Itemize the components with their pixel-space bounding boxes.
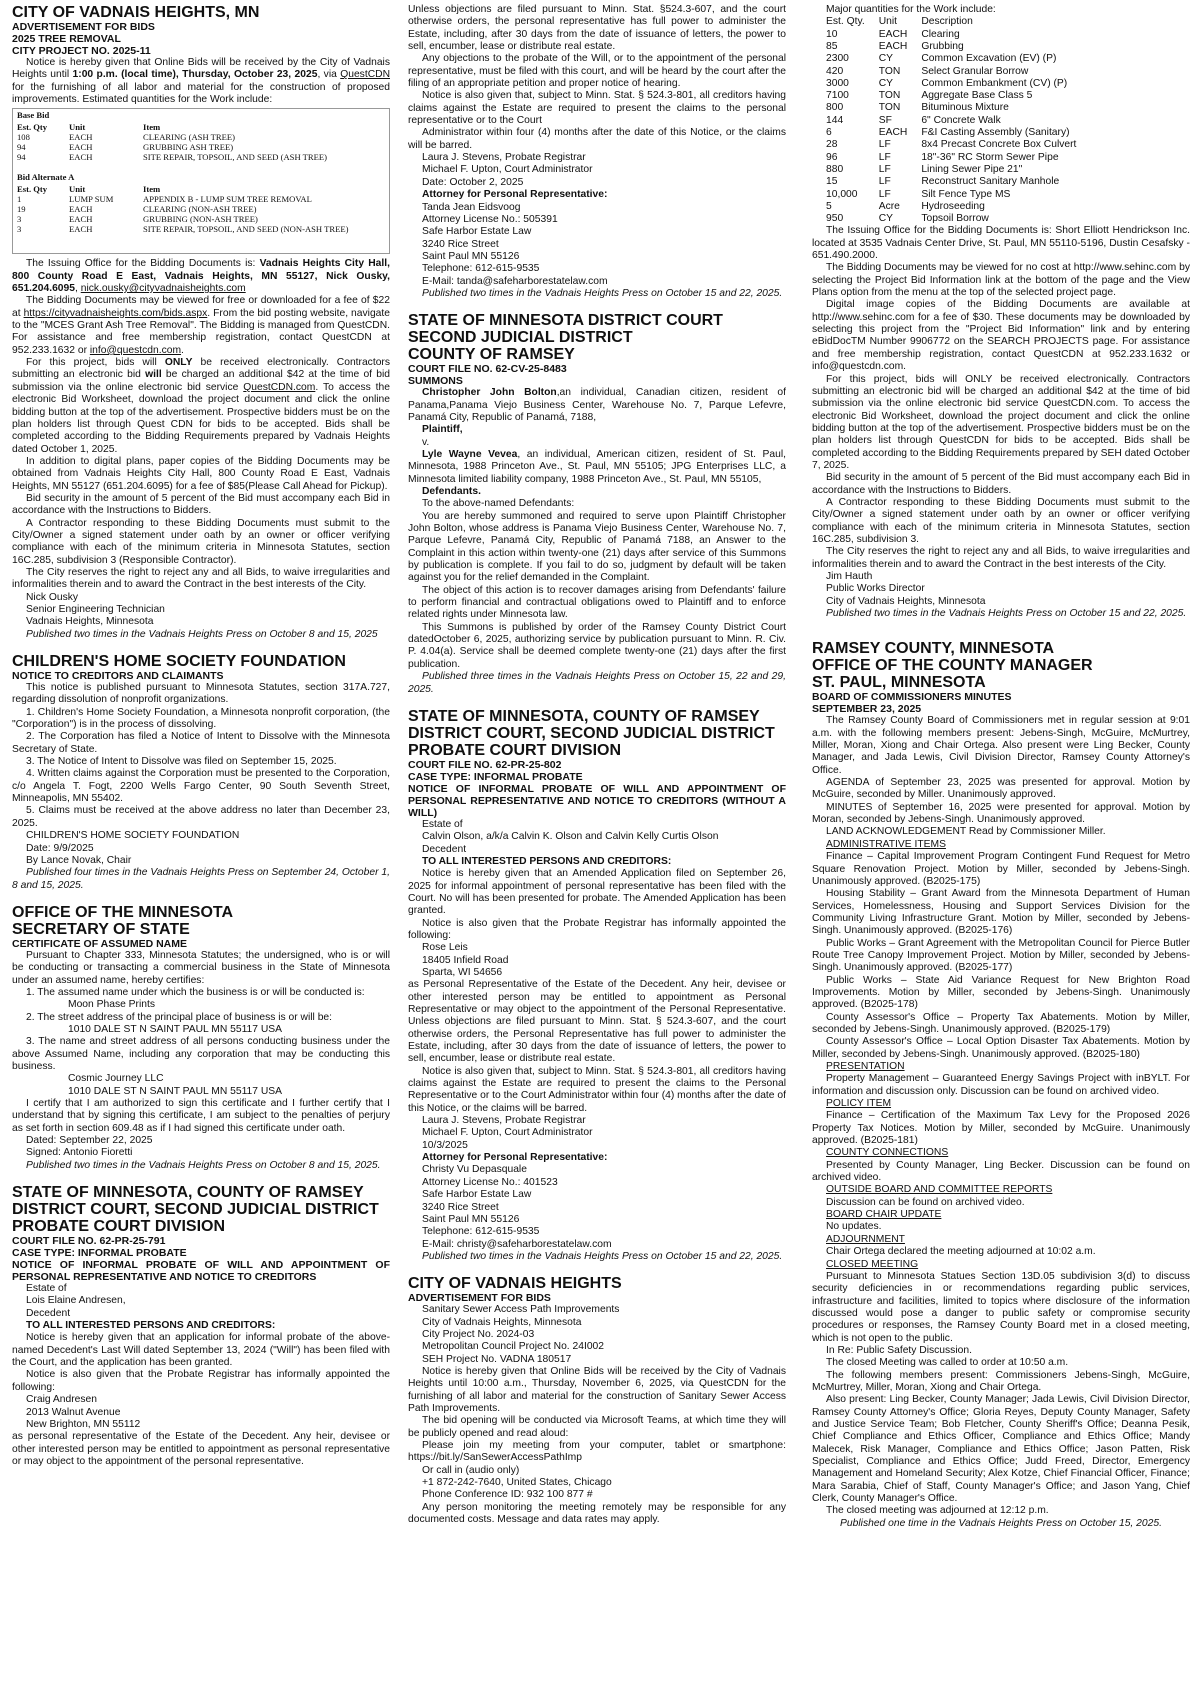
attorney-line: Tanda Jean Eidsvoog xyxy=(422,201,521,213)
notice-subtitle: CASE TYPE: INFORMAL PROBATE xyxy=(12,1247,187,1260)
address-line: 18405 Infield Road xyxy=(422,954,509,966)
notice-paragraph: Digital image copies of the Bidding Documents are available at http://www.sehinc.com for a fee of $30. These documents may be downloaded by selecting this project from the "Project Bid Information" link and by entering eBidDocTM Number 9906772 on the SEARCH PROJECTS page. For assistance and free membership registration, contact QuestCDN at 952.233.1632 or info@questcdn.com. xyxy=(812,299,1190,373)
signature-line: Vadnais Heights, Minnesota xyxy=(26,616,154,628)
notice-paragraph: Also present: Ling Becker, County Manager; Jada Lewis, Civil Division Director, Ramsey County Attorney's Office; Gloria Reyes, Deputy County Manager, Safety and Justice Service Team; Bob Fletcher, County Sheriff's Office; Deanna Pesik, Chief Compliance and Ethics Officer, Compliance and Ethics Office; Mandy Malecek, Risk Manager, Compliance and Ethics Office; Jason Patten, Risk Specialist, Compliance and Ethics Office; Judd Freed, Director, Emergency Management and Homeland Security; Alex Kotze, Chief Financial Officer, Finance; Mara Sarabia, Chief of Staff, County Manager's Office; and Jason Yang, Chief Clerk, County Manager's Office. xyxy=(812,1394,1190,1505)
base-bid-title: Base Bid xyxy=(17,110,50,121)
notice-paragraph: In addition to digital plans, paper copies of the Bidding Documents may be obtained from Vadnais Heights City Hall, 800 County Road E East, Vadnais Heights, MN 55127 (651.204.6095) for a fee of $85(Please Call Ahead for Pickup). xyxy=(12,455,390,492)
quantities-intro: Major quantities for the Work include: xyxy=(826,4,996,15)
notice-paragraph: Property Management – Guaranteed Energy Savings Project with inBYLT. For information and discussion only. Discussion can be found on archived video. xyxy=(812,1073,1190,1097)
table-row: 950 CY Topsoil Borrow xyxy=(826,213,989,225)
notice-title: COUNTY OF RAMSEY xyxy=(408,346,575,364)
notice-paragraph: Any person monitoring the meeting remotely may be responsible for any documented costs. Message and data rates may apply. xyxy=(408,1501,786,1526)
notice-paragraph: Public Works – Grant Agreement with the Metropolitan Council for Pierce Butler Route Tree Canopy Improvement Project. Motion by Miller, seconded by Jebens-Singh. Unanimously approved. (B2025-177) xyxy=(812,937,1190,974)
notice-paragraph: Administrator within four (4) months after the date of this Notice, or the claims will be barred. xyxy=(408,127,786,151)
table-row: 94 EACH GRUBBING ASH TREE) xyxy=(17,142,234,153)
notice-subtitle: CASE TYPE: INFORMAL PROBATE xyxy=(408,770,583,783)
table-row: 94 EACH SITE REPAIR, TOPSOIL, AND SEED (ASH TREE) xyxy=(17,152,327,163)
notice-heading: NOTICE OF INFORMAL PROBATE OF WILL AND APPOINTMENT OF PERSONAL REPRESENTATIVE AND NOTICE TO CREDITORS (WITHOUT A WILL) xyxy=(408,782,786,819)
notice-title: SECOND JUDICIAL DISTRICT xyxy=(408,329,633,347)
notice-paragraph: 2. The Corporation has filed a Notice of Intent to Dissolve with the Minnesota Secretary of State. xyxy=(12,731,390,755)
attorney-line: Attorney License No.: 401523 xyxy=(422,1176,558,1188)
table-row: 19 EACH CLEARING (NON-ASH TREE) xyxy=(17,204,257,215)
notice-vadnais-sewer-path xyxy=(408,1275,786,1526)
notice-paragraph: This Summons is published by order of the Ramsey County District Court datedOctober 6, 2025, authorizing service by publication pursuant to Minn. R. Civ. P. 4.04(a). Service shall be deemed complete twenty-one (21) days after the first publication. xyxy=(408,621,786,670)
notice-title: STATE OF MINNESOTA, COUNTY OF RAMSEY xyxy=(408,707,760,725)
notice-paragraph: 3. The name and street address of all persons conducting business under the above Assumed Name, including any corporation that may be conducting this business. xyxy=(12,1036,390,1072)
address-line: 2013 Walnut Avenue xyxy=(26,1406,121,1418)
header-unit: Unit xyxy=(69,122,86,133)
notice-paragraph: Notice is hereby given that Online Bids will be received by the City of Vadnais Heights until 1:00 p.m. (local time), Thursday, October 23, 2025, via QuestCDN for the furnishing of all labor and material for the construction of proposed improvements. Estimated quantities for the Work include: xyxy=(12,57,390,106)
estate-line: Decedent xyxy=(26,1307,71,1319)
signature-line: Nick Ousky xyxy=(26,591,79,603)
attorney-email: E-Mail: tanda@safeharborestatelaw.com xyxy=(422,275,608,287)
notice-paragraph: The City reserves the right to reject any and all Bids, to waive irregularities and informalities therein and to award the Contract in the best interests of the City. xyxy=(12,566,390,591)
section-heading: OUTSIDE BOARD AND COMMITTEE REPORTS xyxy=(826,1184,1053,1196)
table-row: 1 LUMP SUM APPENDIX B - LUMP SUM TREE REMOVAL xyxy=(17,194,312,205)
attorney-line: Safe Harbor Estate Law xyxy=(422,1189,532,1201)
notice-paragraph: Bid security in the amount of 5 percent of the Bid must accompany each Bid in accordance with the Instructions to Bidders. xyxy=(12,492,390,517)
section-heading: BOARD CHAIR UPDATE xyxy=(826,1209,942,1221)
notice-title: OFFICE OF THE COUNTY MANAGER xyxy=(812,657,1093,675)
bids-website-link[interactable]: https://cityvadnaisheights.com/bids.aspx xyxy=(23,307,208,319)
notice-title: RAMSEY COUNTY, MINNESOTA xyxy=(812,640,1055,658)
address-line: Sparta, WI 54656 xyxy=(422,966,503,978)
signature-line: CHILDREN'S HOME SOCIETY FOUNDATION xyxy=(26,830,240,842)
address-value: 1010 DALE ST N SAINT PAUL MN 55117 USA xyxy=(68,1023,283,1035)
notice-paragraph: A Contractor responding to these Bidding Documents must submit to the City/Owner a signed statement under oath by an owner or officer verifying compliance with each of the minimum criteria in Minnesota Statutes, section 16C.285, subdivision 3. xyxy=(812,496,1190,545)
table-row: 5 Acre Hydroseeding xyxy=(826,200,985,212)
notice-paragraph: 3. The Notice of Intent to Dissolve was filed on September 15, 2025. xyxy=(26,756,337,768)
notice-paragraph: The Bidding Documents may be viewed for free or downloaded for a fee of $22 at https://cityvadnaisheights.com/bids.aspx. From the bid posting website, navigate to the "MCES Grant Ash Tree Removal". The Bidding is managed from QuestCDN. For assistance and free membership registration, contact QuestCDN at 952.233.1632 or info@questcdn.com. xyxy=(12,295,390,356)
notice-heading: TO ALL INTERESTED PERSONS AND CREDITORS: xyxy=(422,855,672,867)
notice-paragraph: Finance – Capital Improvement Program Contingent Fund Request for Metro Square Renovation Project. Motion by Miller, seconded by Jebens-Singh. Unanimously approved. (B2025-175) xyxy=(812,851,1190,887)
attorney-heading: Attorney for Personal Representative: xyxy=(422,1152,608,1164)
signature-line: City of Vadnais Heights, Minnesota xyxy=(826,595,986,607)
notice-probate-olson xyxy=(408,708,786,1263)
project-line: City of Vadnais Heights, Minnesota xyxy=(422,1316,582,1328)
notice-title: PROBATE COURT DIVISION xyxy=(12,1218,226,1236)
notice-vadnais-tree-removal xyxy=(12,4,390,641)
notice-paragraph: Christopher John Bolton,an individual, Canadian citizen, resident of Panama,Panama Viejo Business Center, Warehouse No. 7, Parque Lefevre, Panamá City, Republic of Panamá, 7188, xyxy=(408,387,786,423)
address-line: New Brighton, MN 55112 xyxy=(26,1418,141,1430)
bid-alternate-table xyxy=(13,184,389,234)
table-row: 420 TON Select Granular Borrow xyxy=(826,65,1029,77)
notice-paragraph: Chair Ortega declared the meeting adjourned at 10:02 a.m. xyxy=(826,1246,1096,1258)
notice-heading: NOTICE OF INFORMAL PROBATE OF WILL AND APPOINTMENT OF PERSONAL REPRESENTATIVE AND NOTICE TO CREDITORS xyxy=(12,1259,390,1284)
publication-note: Published one time in the Vadnais Heights Press on October 15, 2025. xyxy=(840,1517,1162,1529)
notice-paragraph: The Issuing Office for the Bidding Documents is: Vadnais Heights City Hall, 800 County Road E East, Vadnais Heights, MN 55127, Nick Ousky, 651.204.6095, nick.ousky@cityvadnaisheights.com xyxy=(12,258,390,295)
header-est-qty: Est. Qty xyxy=(17,122,48,133)
notice-paragraph: LAND ACKNOWLEDGEMENT Read by Commissioner Miller. xyxy=(826,826,1106,838)
attorney-email: E-Mail: christy@safeharborestatelaw.com xyxy=(422,1238,612,1250)
notice-subtitle: NOTICE TO CREDITORS AND CLAIMANTS xyxy=(12,670,224,683)
signature-line: By Lance Novak, Chair xyxy=(26,854,132,866)
table-header-row xyxy=(13,184,389,194)
versus-label: v. xyxy=(422,436,430,448)
notice-paragraph: You are hereby summoned and required to serve upon Plaintiff Christopher John Bolton, whose address is Panama Viejo Business Center, Warehouse No. 7, Parque Lefevre, Panamá City, Republic of Panamá 7188, an Answer to the Complaint in this action within twenty-one (21) days after service of this Summons by publication is complete. If you fail to do so, judgment by default will be taken against you for the relief demanded in the Complaint. xyxy=(408,510,786,584)
questcdn-site-link[interactable]: QuestCDN.com xyxy=(243,381,316,393)
notice-paragraph: The closed meeting was adjourned at 12:12 p.m. xyxy=(826,1505,1049,1517)
header-item: Item xyxy=(143,122,161,133)
notice-paragraph: County Assessor's Office – Local Option Disaster Tax Abatements. Motion by Miller, seconded by Jebens-Singh. Unanimously approved. (B2025-180) xyxy=(812,1036,1190,1060)
attorney-line: Telephone: 612-615-9535 xyxy=(422,263,540,275)
notice-paragraph: Finance – Certification of the Maximum Tax Levy for the Proposed 2026 Property Tax Notices. Motion by Miller, seconded by McGuire. Unanimously approved. (B2025-181) xyxy=(812,1110,1190,1147)
notice-paragraph: The object of this action is to recover damages arising from Defendants' failure to perform financial and contractual obligations owed to Plaintiff and to enforce related rights under Minnesota law. xyxy=(408,584,786,621)
notice-paragraph: The City reserves the right to reject any and all Bids, to waive irregularities and informalities therein and to award the Contract in the best interests of the City. xyxy=(812,546,1190,570)
notice-subtitle: COURT FILE NO. 62-PR-25-802 xyxy=(408,758,562,771)
estate-line: Decedent xyxy=(422,843,467,855)
notice-paragraph: Discussion can be found on archived video. xyxy=(826,1196,1025,1208)
notice-subtitle: CITY PROJECT NO. 2025-11 xyxy=(12,45,151,57)
table-row: 6 EACH F&I Casting Assembly (Sanitary) xyxy=(826,127,1070,139)
header-description: Description xyxy=(921,16,973,28)
notice-subtitle: SEPTEMBER 23, 2025 xyxy=(812,703,922,716)
signature-line: Michael F. Upton, Court Administrator xyxy=(422,164,593,176)
signature-line: Date: October 2, 2025 xyxy=(422,176,524,188)
publication-note: Published three times in the Vadnais Heights Press on October 15, 22 and 29, 2025. xyxy=(408,671,786,695)
assumed-name-value: Moon Phase Prints xyxy=(68,999,155,1011)
attorney-line: Attorney License No.: 505391 xyxy=(422,213,558,225)
header-est-qty: Est. Qty xyxy=(17,184,48,195)
section-heading: COUNTY CONNECTIONS xyxy=(826,1147,949,1159)
notice-paragraph: Notice is also given that the Probate Registrar has informally appointed the following: xyxy=(12,1369,390,1393)
table-row: 800 TON Bituminous Mixture xyxy=(826,102,1009,114)
notice-title: DISTRICT COURT, SECOND JUDICIAL DISTRICT xyxy=(12,1201,379,1219)
notice-paragraph: The Ramsey County Board of Commissioners met in regular session at 9:01 a.m. with the following members present: Jebens-Singh, McGuire, McMurtrey, Miller, Moran, Xiong and Chair Ortega. Also present were Ling Becker, County Manager, and Jada Lewis, Civil Division Director, Ramsey County Attorney's Office. xyxy=(812,715,1190,776)
project-line: SEH Project No. VADNA 180517 xyxy=(422,1353,572,1365)
estate-line: Estate of xyxy=(26,1283,67,1295)
publication-note: Published two times in the Vadnais Heights Press on October 8 and 15, 2025. xyxy=(26,1159,381,1171)
notice-paragraph: 1. Children's Home Society Foundation, a Minnesota nonprofit corporation, (the "Corporation") is in the process of dissolving. xyxy=(12,706,390,731)
signature-line: Michael F. Upton, Court Administrator xyxy=(422,1127,593,1139)
party-label: Defendants. xyxy=(422,486,481,497)
bid-alternate-title: Bid Alternate A xyxy=(17,172,75,183)
notice-subtitle: ADVERTISEMENT FOR BIDS xyxy=(12,21,155,33)
signature-line: Date: 9/9/2025 xyxy=(26,842,94,854)
notice-paragraph: Housing Stability – Grant Award from the Minnesota Department of Human Services, Homelessness, Housing and Support Services Division for the Community Living Infrastructure Grant. Motion by Miller, seconded by Jebens-Singh. Unanimously approved. (B2025-176) xyxy=(812,888,1190,937)
notice-subtitle: SUMMONS xyxy=(408,375,463,388)
address-line: Craig Andresen xyxy=(26,1394,97,1406)
project-line: Sanitary Sewer Access Path Improvements xyxy=(422,1304,620,1316)
signature-line: 10/3/2025 xyxy=(422,1139,468,1151)
table-row: 3 EACH SITE REPAIR, TOPSOIL, AND SEED (NON-ASH TREE) xyxy=(17,224,349,235)
notice-subtitle: CERTIFICATE OF ASSUMED NAME xyxy=(12,937,187,950)
table-row: 144 SF 6" Concrete Walk xyxy=(826,114,1001,126)
questcdn-link[interactable]: QuestCDN xyxy=(340,69,390,81)
attorney-line: Saint Paul MN 55126 xyxy=(422,250,520,262)
attorney-line: 3240 Rice Street xyxy=(422,238,499,250)
notice-paragraph: The bid opening will be conducted via Microsoft Teams, at which time they will be publicly opened and read aloud: xyxy=(408,1415,786,1439)
header-unit: Unit xyxy=(69,184,86,195)
section-heading: POLICY ITEM xyxy=(826,1098,892,1110)
phone-line: +1 872-242-7640, United States, Chicago xyxy=(422,1477,612,1489)
notice-title: STATE OF MINNESOTA, COUNTY OF RAMSEY xyxy=(12,1184,364,1202)
attorney-line: Christy Vu Depasquale xyxy=(422,1164,527,1176)
notice-paragraph: No updates. xyxy=(826,1221,882,1233)
notice-title: CITY OF VADNAIS HEIGHTS xyxy=(408,1275,622,1293)
notice-secretary-of-state xyxy=(12,904,390,1172)
notice-paragraph: as Personal Representative of the Estate of the Decedent. Any heir, devisee or other interested person may be entitled to appointment as Personal Representative or may object to the appointment of the Personal Representative. Unless objections are filed pursuant to Minn. Stat. § 524.3-607, and the court otherwise orders, the Personal Representative has full power to administer the Estate, including, after 30 days from the date of issuance of letters, the power to sell, encumber, lease or distribute real estate. xyxy=(408,979,786,1065)
signature-line: Dated: September 22, 2025 xyxy=(26,1135,153,1147)
column-middle xyxy=(408,4,786,1526)
estate-line: Estate of xyxy=(422,818,463,830)
signature-line: Jim Hauth xyxy=(826,571,873,583)
notice-paragraph: Notice is hereby given that an Amended Application filed on September 26, 2025 for informal appointment of personal representative has been filed with the Court. No will has been presented for probate. The Amended Application has been granted. xyxy=(408,868,786,917)
estate-line: Lois Elaine Andresen, xyxy=(26,1295,126,1307)
notice-childrens-home-society xyxy=(12,653,390,892)
notice-paragraph: 4. Written claims against the Corporation must be presented to the Corporation, c/o Angela T. Fogt, 2200 Wells Fargo Center, 90 South Seventh Street, Minneapolis, MN 55402. xyxy=(12,768,390,805)
notice-subtitle: BOARD OF COMMISSIONERS MINUTES xyxy=(812,691,1012,704)
address-line: Rose Leis xyxy=(422,942,468,954)
notice-paragraph: Bid security in the amount of 5 percent of the Bid must accompany each Bid in accordance with the Instructions to Bidders. xyxy=(812,472,1190,496)
questcdn-email-link[interactable]: info@questcdn.com xyxy=(89,344,182,356)
notice-title: ST. PAUL, MINNESOTA xyxy=(812,674,986,692)
section-heading: ADMINISTRATIVE ITEMS xyxy=(826,838,946,850)
notice-subtitle: 2025 TREE REMOVAL xyxy=(12,33,121,45)
notice-paragraph: For this project, bids will ONLY be received electronically. Contractors submitting an electronic bid will be charged an additional $42 at the time of bid submission via the online electronic bid service QuestCDN.com. To access the electronic Bid Worksheet, download the project document and click the online bidding button at the top of the advertisement. Prospective bidders must be on the plan holders list through Quest CDN for bids to be accepted. Bids shall be completed according to the Bidding Requirements prepared by Vadnais Heights dated October 1, 2025. xyxy=(12,357,390,455)
table-row: 96 LF 18"-36" RC Storm Sewer Pipe xyxy=(826,151,1059,163)
header-unit: Unit xyxy=(878,16,898,28)
table-row: 85 EACH Grubbing xyxy=(826,40,964,52)
header-est-qty: Est. Qty. xyxy=(826,16,865,28)
base-bid-table-box xyxy=(12,108,390,254)
table-row: 7100 TON Aggregate Base Class 5 xyxy=(826,90,1033,102)
publication-note: Published two times in the Vadnais Heights Press on October 15 and 22, 2025. xyxy=(422,287,783,299)
notice-title: STATE OF MINNESOTA DISTRICT COURT xyxy=(408,312,723,330)
table-row: 108 EACH CLEARING (ASH TREE) xyxy=(17,132,235,143)
publication-note: Published two times in the Vadnais Heights Press on October 8 and 15, 2025 xyxy=(26,628,378,640)
notice-paragraph: AGENDA of September 23, 2025 was presented for approval. Motion by McGuire, seconded by Miller. Unanimously approved. xyxy=(812,777,1190,801)
notice-paragraph: I certify that I am authorized to sign this certificate and I further certify that I understand that by signing this certificate, I am subject to the penalties of perjury as set forth in section 609.48 as if I had signed this certificate under oath. xyxy=(12,1098,390,1134)
column-left xyxy=(12,4,390,1468)
notice-paragraph: Notice is also given that, subject to Minn. Stat. § 524.3-801, all creditors having claims against the Estate are required to present the claims to the Personal Representative or to the Court Administrator within four (4) months after the date of this Notice, or the claims will be barred. xyxy=(408,1065,786,1114)
notice-paragraph: A Contractor responding to these Bidding Documents must submit to the City/Owner a signed statement under oath by an owner or officer verifying compliance with each of the minimum criteria in Minnesota Statutes, section 16C.285, subdivision 3 (Responsible Contractor). xyxy=(12,517,390,566)
table-header-row xyxy=(13,122,389,132)
notice-vadnais-sewer-path-continued xyxy=(812,4,1190,620)
signature-line: Signed: Antonio Fioretti xyxy=(26,1147,133,1159)
project-line: Metropolitan Council Project No. 24I002 xyxy=(422,1341,605,1353)
notice-paragraph: Notice is also given that, subject to Minn. Stat. § 524.3-801, all creditors having claims against the Estate are required to present the claims to the personal representative or to the Court xyxy=(408,90,786,127)
notice-probate-andresen-continued xyxy=(408,4,786,300)
notice-title: DISTRICT COURT, SECOND JUDICIAL DISTRICT xyxy=(408,724,775,742)
notice-title: SECRETARY OF STATE xyxy=(12,920,190,938)
notice-subtitle: ADVERTISEMENT FOR BIDS xyxy=(408,1292,551,1305)
estate-line: Calvin Olson, a/k/a Calvin K. Olson and Calvin Kelly Curtis Olson xyxy=(422,831,719,843)
notice-paragraph: The Issuing Office for the Bidding Documents is: Short Elliott Hendrickson Inc. located at 3535 Vadnais Center Drive, St. Paul, MN 55110-5196, Dustin Cesafsky - 651.490.2000. xyxy=(812,225,1190,262)
notice-paragraph: Unless objections are filed pursuant to Minn. Stat. §524.3-607, and the court otherwise orders, the personal representative has full power to administer the Estate, including, after 30 days from the date of issuance of letters, the power to sell, encumber, lease or distribute real estate. xyxy=(408,4,786,53)
table-row: 15 LF Reconstruct Sanitary Manhole xyxy=(826,176,1060,188)
publication-note: Published two times in the Vadnais Heights Press on October 15 and 22, 2025. xyxy=(422,1250,783,1262)
notice-heading: TO ALL INTERESTED PERSONS AND CREDITORS: xyxy=(26,1320,276,1332)
notice-paragraph: This notice is published pursuant to Minnesota Statutes, section 317A.727, regarding dissolution of nonprofit organizations. xyxy=(12,682,390,706)
notice-paragraph: The following members present: Commissioners Jebens-Singh, McGuire, McMurtrey, Miller, Moran, Xiong and Chair Ortega. xyxy=(812,1369,1190,1393)
publication-note: Published four times in the Vadnais Heights Press on September 24, October 1, 8 and 15, 2025. xyxy=(12,867,390,891)
table-row: 28 LF 8x4 Precast Concrete Box Culvert xyxy=(826,139,1077,151)
owner-value: Cosmic Journey LLC xyxy=(68,1073,164,1085)
notice-paragraph: Any objections to the probate of the Will, or to the appointment of the personal representative, must be filed with this court, and will be heard by the court after the filing of an appropriate petition and proper notice of hearing. xyxy=(408,53,786,90)
notice-paragraph: Presented by County Manager, Ling Becker. Discussion can be found on archived video. xyxy=(812,1159,1190,1184)
notice-paragraph: Notice is also given that the Probate Registrar has informally appointed the following: xyxy=(408,917,786,941)
conference-id-line: Phone Conference ID: 932 100 877 # xyxy=(422,1489,593,1501)
table-row: 880 LF Lining Sewer Pipe 21" xyxy=(826,163,1023,175)
notice-probate-andresen xyxy=(12,1184,390,1468)
call-in-line: Or call in (audio only) xyxy=(422,1464,520,1476)
meeting-link-paragraph[interactable]: Please join my meeting from your computer, tablet or smartphone: https://bit.ly/SanSewerAccessPathImp xyxy=(408,1440,786,1464)
notice-paragraph: The Bidding Documents may be viewed for no cost at http://www.sehinc.com by selecting the Project Bid Information link at the bottom of the page and the View Plans option from the menu at the top of the selected project page. xyxy=(812,262,1190,299)
table-row: 2300 CY Common Excavation (EV) (P) xyxy=(826,53,1057,65)
header-item: Item xyxy=(143,184,161,195)
notice-paragraph: as personal representative of the Estate of the Decedent. Any heir, devisee or other interested person may be entitled to appointment as personal representative or may object to the appointment of the personal representative. xyxy=(12,1431,390,1467)
notice-paragraph: 1. The assumed name under which the business is or will be conducted is: xyxy=(26,986,365,998)
notice-paragraph: 5. Claims must be received at the above address no later than December 23, 2025. xyxy=(12,805,390,829)
attorney-line: 3240 Rice Street xyxy=(422,1201,499,1213)
party-label: Plaintiff, xyxy=(422,424,463,436)
notice-paragraph: Pursuant to Chapter 333, Minnesota Statutes; the undersigned, who is or will be conducting or transacting a commercial business in the State of Minnesota under an assumed name, hereby certifies: xyxy=(12,949,390,986)
table-row: 3 EACH GRUBBING (NON-ASH TREE) xyxy=(17,214,258,225)
notice-paragraph: Lyle Wayne Vevea, an individual, American citizen, resident of St. Paul, Minnesota, 1988 Princeton Ave., St. Paul, MN 55105; JPG Enterprises LLC, a Minnesota limited liability company, 1988 Princeton Ave., St. Paul, MN 55105, xyxy=(408,448,786,485)
quantities-table xyxy=(826,16,1090,225)
notice-paragraph: Notice is hereby given that Online Bids will be received by the City of Vadnais Heights until 10:00 a.m., Thursday, November 6, 2025, via QuestCDN for the furnishing of all labor and material for the construction of Sanitary Sewer Access Path Improvements. xyxy=(408,1365,786,1414)
notice-paragraph: The closed Meeting was called to order at 10:50 a.m. xyxy=(826,1357,1069,1369)
notice-paragraph: County Assessor's Office – Property Tax Abatements. Motion by Miller, seconded by Jebens-Singh. Unanimously approved. (B2025-179) xyxy=(812,1011,1190,1035)
notice-summons xyxy=(408,312,786,696)
attorney-line: Safe Harbor Estate Law xyxy=(422,226,532,238)
notice-paragraph: In Re: Public Safety Discussion. xyxy=(826,1344,972,1356)
base-bid-table xyxy=(13,122,389,162)
notice-paragraph: MINUTES of September 16, 2025 were presented for approval. Motion by Moran, seconded by Jebens-Singh. Unanimously approved. xyxy=(812,801,1190,826)
section-heading: PRESENTATION xyxy=(826,1061,905,1073)
notice-title: CHILDREN'S HOME SOCIETY FOUNDATION xyxy=(12,653,346,671)
notice-subtitle: COURT FILE NO. 62-PR-25-791 xyxy=(12,1235,166,1248)
attorney-line: Telephone: 612-615-9535 xyxy=(422,1226,540,1238)
notice-subtitle: COURT FILE NO. 62-CV-25-8483 xyxy=(408,363,567,376)
notice-title: CITY OF VADNAIS HEIGHTS, MN xyxy=(12,4,260,21)
notice-title: PROBATE COURT DIVISION xyxy=(408,741,622,759)
owner-address-value: 1010 DALE ST N SAINT PAUL MN 55117 USA xyxy=(68,1085,283,1097)
signature-line: Laura J. Stevens, Probate Registrar xyxy=(422,152,586,164)
notice-paragraph: For this project, bids will ONLY be received electronically. Contractors submitting an electronic bid will be charged an additional $42 at the time of bid submission via the online electronic bid service QuestCDN.com. To access the electronic Bid Worksheet, download the project document and click the online bidding button at the top of the advertisement. Prospective bidders must be on the plan holders list through QuestCDN for bids to be accepted. Bids shall be completed according to the Bidding Requirements prepared by SEH dated October 7, 2025. xyxy=(812,373,1190,471)
signature-line: Public Works Director xyxy=(826,583,925,595)
notice-paragraph: Notice is hereby given that an application for informal probate of the above-named Decedent's Last Will dated September 13, 2024 ("Will") has been filed with the Court, and the application has been granted. xyxy=(12,1332,390,1369)
column-right xyxy=(812,4,1190,1530)
table-row: 10,000 LF Silt Fence Type MS xyxy=(826,188,1011,200)
section-heading: CLOSED MEETING xyxy=(826,1258,919,1270)
publication-note: Published two times in the Vadnais Heights Press on October 15 and 22, 2025. xyxy=(826,608,1187,620)
notice-paragraph: 2. The street address of the principal place of business is or will be: xyxy=(26,1011,333,1023)
notice-paragraph: Public Works – State Aid Variance Request for New Brighton Road Improvements. Motion by Miller, seconded by Jebens-Singh. Unanimously approved. (B2025-178) xyxy=(812,974,1190,1011)
attorney-line: Saint Paul MN 55126 xyxy=(422,1213,520,1225)
attorney-heading: Attorney for Personal Representative: xyxy=(422,189,608,201)
table-row: 3000 CY Common Embankment (CV) (P) xyxy=(826,77,1068,89)
notice-paragraph: Pursuant to Minnesota Statues Section 13D.05 subdivision 3(d) to discuss security deficiencies in or recommendations regarding public services, infrastructure and facilities, limited to topics where disclosure of the information discussed would pose a danger to public safety or compromise security procedures or responses, the Ramsey County Board met in a closed meeting, which is not open to the public. xyxy=(812,1270,1190,1344)
section-heading: ADJOURNMENT xyxy=(826,1233,905,1245)
notice-ramsey-county-minutes xyxy=(812,640,1190,1530)
table-header-row xyxy=(826,16,1090,28)
table-row: 10 EACH Clearing xyxy=(826,28,960,40)
project-line: City Project No. 2024-03 xyxy=(422,1328,535,1340)
email-link[interactable]: nick.ousky@cityvadnaisheights.com xyxy=(80,283,246,295)
notice-paragraph: To the above-named Defendants: xyxy=(422,498,575,510)
signature-line: Laura J. Stevens, Probate Registrar xyxy=(422,1115,586,1127)
signature-line: Senior Engineering Technician xyxy=(26,604,165,615)
notice-title: OFFICE OF THE MINNESOTA xyxy=(12,903,234,921)
